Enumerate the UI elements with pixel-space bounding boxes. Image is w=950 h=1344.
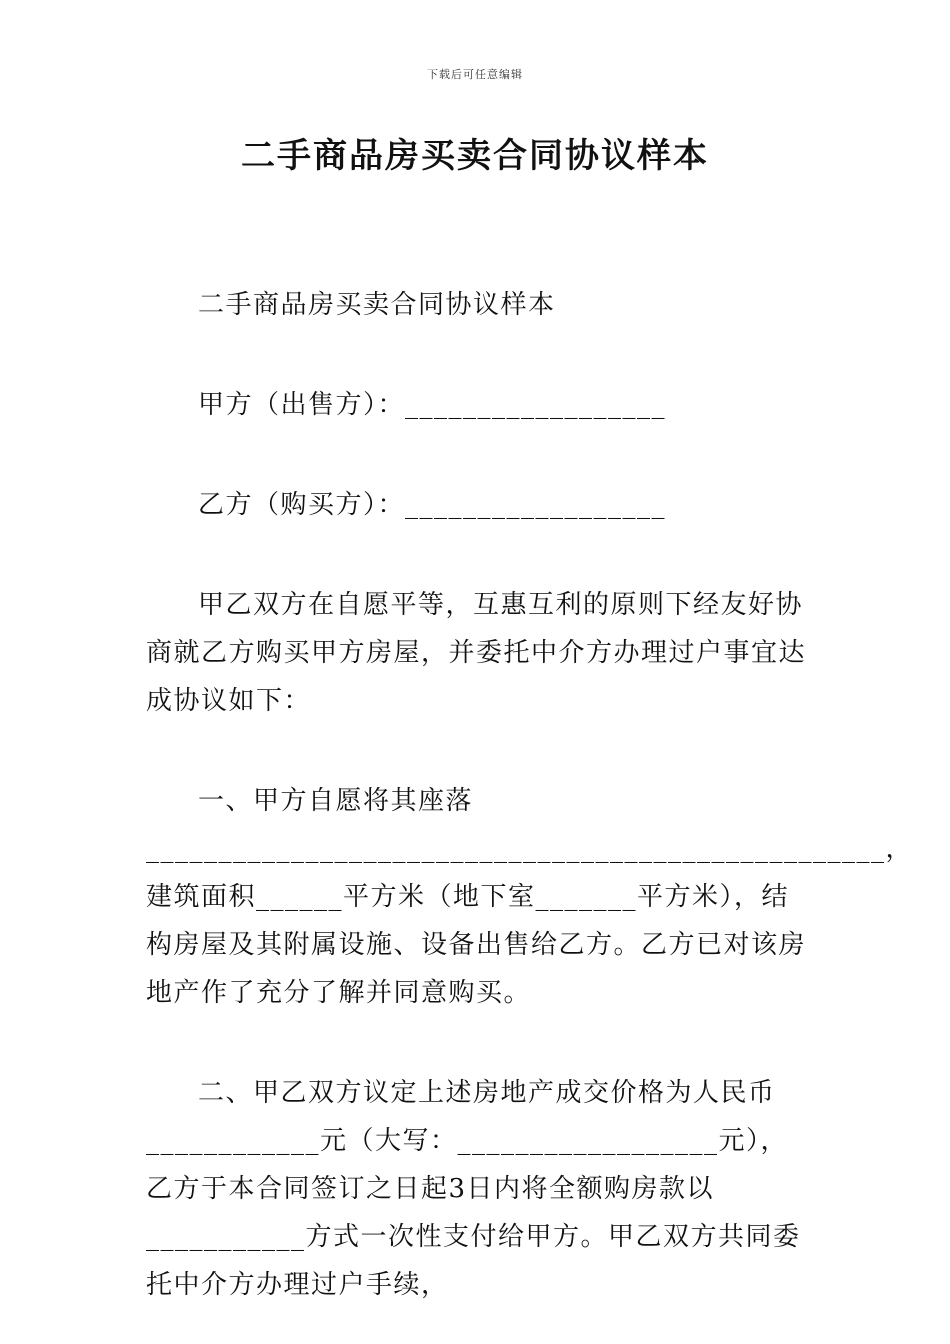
document-body: [146, 281, 913, 1309]
party-a-line: 甲方（出售方）：__________________: [198, 390, 667, 420]
header-note: 下载后可任意编辑: [427, 68, 523, 81]
document-subtitle: 二手商品房买卖合同协议样本: [198, 290, 556, 320]
clause-2-paragraph: 二、甲乙双方议定上述房地产成交价格为人民币____________元（大写：__________________元），乙方于本合同签订之日起3日内将全额购房款以___________方式一次性支付给甲方。甲乙双方共同委托中介方办理过户手续，: [146, 1078, 801, 1300]
party-b-line: 乙方（购买方）：__________________: [198, 490, 667, 520]
clause-1-paragraph: 一、甲方自愿将其座落___________________________________________________，建筑面积______平方米（地下室_______平方米），结构房屋及其附属设施、设备出售给乙方。乙方已对该房地产作了充分了解并同意购买。: [146, 786, 913, 1008]
document-title: 二手商品房买卖合同协议样本: [241, 136, 709, 176]
preamble-paragraph: 甲乙双方在自愿平等，互惠互利的原则下经友好协商就乙方购买甲方房屋，并委托中介方办理过户事宜达成协议如下：: [146, 590, 807, 716]
